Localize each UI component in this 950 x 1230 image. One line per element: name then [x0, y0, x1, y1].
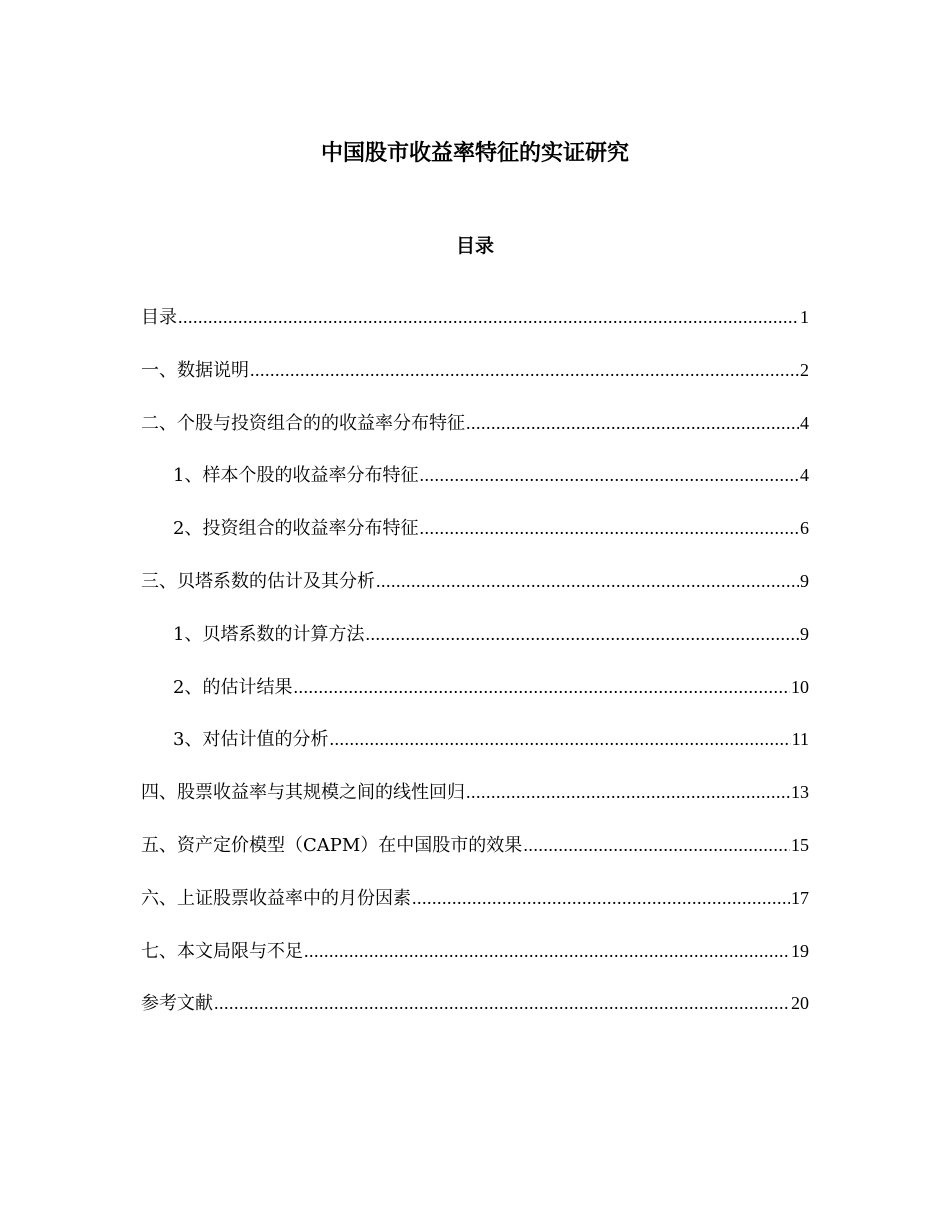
- toc-page-number: 1: [800, 307, 809, 327]
- toc-entry-label: 六、上证股票收益率中的月份因素: [141, 887, 411, 909]
- toc-entry-label: 1、贝塔系数的计算方法: [173, 623, 365, 645]
- toc-entry-label: 2、的估计结果: [173, 676, 293, 698]
- toc-page-number: 15: [791, 834, 809, 855]
- toc-dot-leader: [214, 988, 790, 1018]
- toc-dot-leader: [466, 777, 790, 807]
- table-of-contents: [141, 302, 809, 1041]
- toc-entry[interactable]: [141, 460, 809, 513]
- toc-dot-leader: [419, 460, 799, 490]
- toc-heading: 目录: [455, 235, 494, 257]
- toc-entry[interactable]: [141, 408, 809, 461]
- toc-page-number: 9: [800, 623, 809, 644]
- toc-page-number: 20: [791, 993, 809, 1014]
- toc-dot-leader: [250, 355, 799, 385]
- toc-dot-leader: [466, 408, 799, 438]
- toc-entry-label: 2、投资组合的收益率分布特征: [173, 518, 419, 540]
- toc-dot-leader: [178, 302, 799, 332]
- toc-page-number: 4: [800, 465, 809, 486]
- toc-entry-label: 七、本文局限与不足: [141, 940, 303, 962]
- toc-entry[interactable]: [141, 777, 809, 830]
- toc-entry-label: 3、对估计值的分析: [173, 729, 329, 751]
- toc-entry[interactable]: [141, 724, 809, 777]
- toc-dot-leader: [329, 724, 790, 754]
- toc-entry-label: 一、数据说明: [141, 359, 249, 381]
- toc-entry[interactable]: [141, 355, 809, 408]
- toc-entry-label: 三、贝塔系数的估计及其分析: [141, 570, 375, 592]
- toc-entry-label: 二、个股与投资组合的的收益率分布特征: [141, 412, 465, 434]
- toc-page-number: 13: [791, 782, 809, 803]
- toc-dot-leader: [293, 672, 790, 702]
- toc-dot-leader: [376, 566, 799, 596]
- toc-dot-leader: [365, 619, 799, 649]
- toc-entry[interactable]: [141, 619, 809, 672]
- document-title: 中国股市收益率特征的实证研究: [320, 141, 629, 166]
- toc-entry[interactable]: [141, 302, 809, 355]
- toc-page-number: 2: [800, 359, 809, 380]
- toc-dot-leader: [419, 513, 799, 543]
- toc-page-number: 10: [791, 676, 809, 697]
- toc-entry[interactable]: [141, 830, 809, 883]
- toc-entry-label: 参考文献: [141, 993, 213, 1015]
- toc-entry-label: 四、股票收益率与其规模之间的线性回归: [141, 782, 465, 804]
- toc-entry[interactable]: [141, 513, 809, 566]
- toc-entry[interactable]: [141, 988, 809, 1041]
- toc-page-number: 11: [791, 729, 809, 750]
- toc-entry-label: 1、样本个股的收益率分布特征: [173, 465, 419, 487]
- toc-entry[interactable]: [141, 672, 809, 725]
- toc-page-number: 19: [791, 940, 809, 961]
- toc-dot-leader: [412, 883, 790, 913]
- toc-dot-leader: [304, 936, 790, 966]
- toc-page-number: 4: [800, 412, 809, 433]
- toc-entry-label: 五、资产定价模型（CAPM）在中国股市的效果: [141, 834, 523, 856]
- toc-entry[interactable]: [141, 883, 809, 936]
- toc-entry[interactable]: [141, 566, 809, 619]
- toc-entry-label: 目录: [141, 307, 177, 328]
- toc-dot-leader: [523, 830, 790, 860]
- toc-page-number: 6: [800, 518, 809, 539]
- toc-entry[interactable]: [141, 936, 809, 989]
- toc-page-number: 17: [791, 887, 809, 908]
- toc-page-number: 9: [800, 570, 809, 591]
